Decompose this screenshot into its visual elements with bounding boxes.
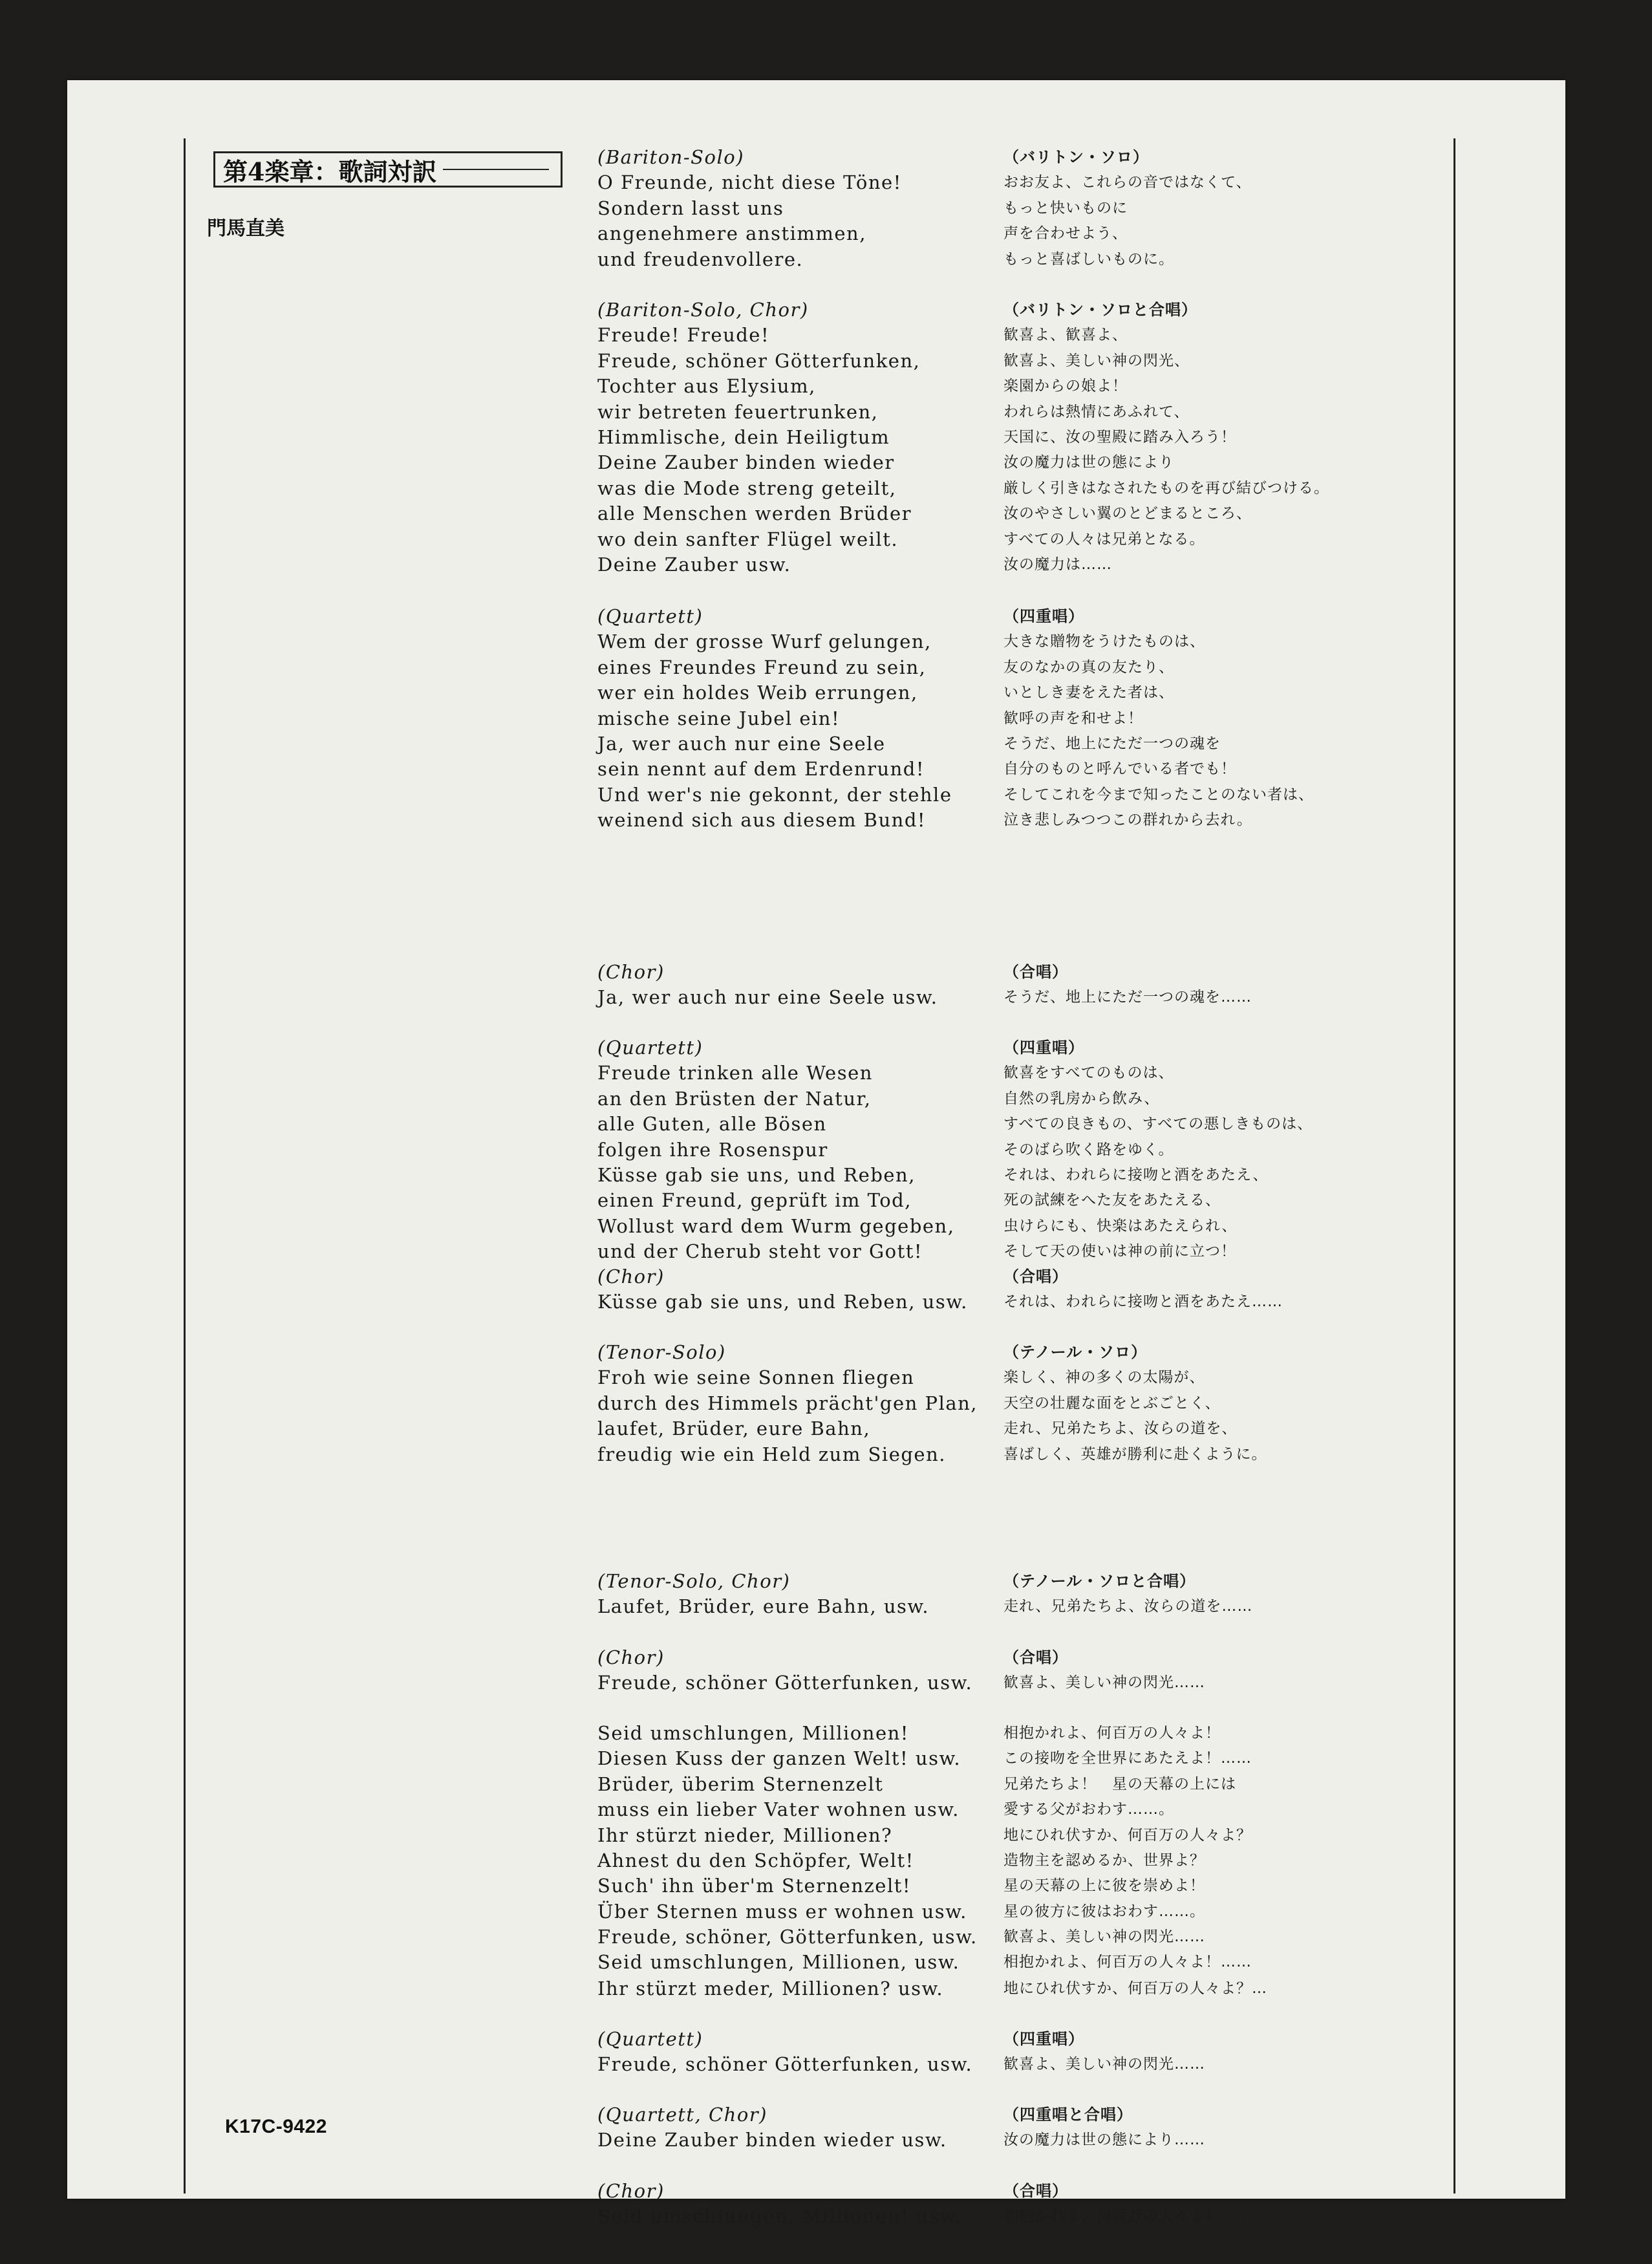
japanese-lyric-line: 歓喜をすべてのものは、 <box>1003 1064 1174 1082</box>
japanese-stanza-heading: （合唱） <box>1003 963 1068 981</box>
german-lyric-line: Freude, schöner, Götterfunken, usw. <box>597 1926 978 1948</box>
german-lyric-line: Und wer's nie gekonnt, der stehle <box>597 783 952 806</box>
japanese-lyric-line: それは、われらに接吻と酒をあたえ、 <box>1003 1167 1269 1184</box>
german-lyric-line: Küsse gab sie uns, und Reben, usw. <box>597 1291 968 1313</box>
german-lyric-line: Wem der grosse Wurf gelungen, <box>597 631 932 653</box>
german-lyric-line: wer ein holdes Weib errungen, <box>597 682 918 704</box>
german-lyric-line: Ihr stürzt nieder, Millionen? <box>597 1824 893 1846</box>
japanese-stanza-heading: （合唱） <box>1003 2182 1068 2200</box>
german-lyric-line: eines Freundes Freund zu sein, <box>597 656 927 678</box>
japanese-stanza-heading: （四重唱） <box>1003 607 1084 625</box>
lyrics-sheet <box>67 80 1565 2228</box>
german-stanza <box>597 145 1063 272</box>
japanese-stanza-heading: （バリトン・ソロ） <box>1003 148 1149 166</box>
german-lyric-line: Freude, schöner Götterfunken, usw. <box>597 1672 973 1694</box>
german-lyric-line: Seid umschlungen, Millionen! <box>597 1722 909 1744</box>
german-lyric-line: alle Menschen werden Brüder <box>597 502 912 525</box>
japanese-lyric-line: 星の彼方に彼はおわす……。 <box>1003 1903 1205 1920</box>
japanese-lyric-line: もっと快いものに <box>1003 199 1128 217</box>
german-lyric-line: muss ein lieber Vater wohnen usw. <box>597 1798 960 1821</box>
japanese-lyric-line: 声を合わせよう、 <box>1003 225 1128 243</box>
japanese-lyric-line: 自分のものと呼んでいる者でも！ <box>1003 760 1236 778</box>
german-stanza-heading: (Chor) <box>597 2180 665 2202</box>
german-lyric-line: angenehmere anstimmen, <box>597 222 866 245</box>
german-stanza <box>597 1569 1063 1620</box>
japanese-lyric-line: この接吻を全世界にあたえよ！…… <box>1003 1750 1252 1767</box>
japanese-stanza-heading: （四重唱と合唱） <box>1003 2106 1133 2124</box>
german-stanza-heading: (Bariton-Solo) <box>597 146 745 168</box>
japanese-lyric-line: 歓喜よ、美しい神の閃光、 <box>1003 352 1190 369</box>
german-lyric-line: Deine Zauber usw. <box>597 554 791 576</box>
japanese-lyric-line: 大きな贈物をうけたものは、 <box>1003 633 1205 651</box>
german-stanza-heading: (Chor) <box>597 1646 665 1668</box>
japanese-lyric-line: そしてこれを今まで知ったことのない者は、 <box>1003 786 1314 803</box>
japanese-stanza <box>1003 604 1430 834</box>
japanese-stanza-heading: （四重唱） <box>1003 1039 1084 1057</box>
japanese-lyric-line: 地にひれ伏すか、何百万の人々よ？ <box>1003 1826 1252 1844</box>
japanese-stanza <box>1003 960 1430 1011</box>
german-stanza <box>597 1035 1063 1265</box>
german-stanza <box>597 1340 1063 1467</box>
japanese-stanza <box>1003 1645 1430 1696</box>
german-lyric-line: Wollust ward dem Wurm gegeben, <box>597 1214 955 1237</box>
japanese-lyric-line: 歓呼の声を和せよ！ <box>1003 709 1143 727</box>
japanese-lyric-line: 星の天幕の上に彼を崇めよ！ <box>1003 1877 1205 1895</box>
german-stanza <box>597 2027 1063 2078</box>
japanese-lyric-line: 歓喜よ、美しい神の閃光…… <box>1003 2056 1205 2073</box>
right-divider <box>1454 138 1455 2194</box>
japanese-lyric-line: すべての良きもの、すべての悪しきものは、 <box>1003 1116 1313 1133</box>
japanese-lyric-line: 天空の壮麗な面をとぶごとく、 <box>1003 1394 1221 1412</box>
japanese-lyric-line: 相抱かれよ、何百万の人々よ！ <box>1003 1725 1221 1741</box>
german-stanza <box>597 1645 1063 1696</box>
author-name: 門馬直美 <box>207 217 284 240</box>
german-lyric-line: Freude! Freude! <box>597 324 770 347</box>
german-stanza-heading: (Tenor-Solo, Chor) <box>597 1570 791 1592</box>
german-lyric-line: Küsse gab sie uns, und Reben, <box>597 1164 916 1187</box>
japanese-lyric-line: 走れ、兄弟たちよ、汝らの道を、 <box>1003 1420 1238 1438</box>
japanese-stanza <box>1003 297 1430 577</box>
german-lyric-line: Diesen Kuss der ganzen Welt! usw. <box>597 1747 961 1770</box>
japanese-lyric-line: 楽しく、神の多くの太陽が、 <box>1003 1369 1205 1386</box>
japanese-lyric-line: 天国に、汝の聖殿に踏み入ろう！ <box>1003 429 1236 446</box>
german-lyric-line: Brüder, überim Sternenzelt <box>597 1773 884 1795</box>
japanese-lyric-line: 走れ、兄弟たちよ、汝らの道を…… <box>1003 1598 1253 1615</box>
title-box <box>213 151 563 188</box>
german-stanza-heading: (Chor) <box>597 961 665 983</box>
japanese-stanza <box>1003 1721 1430 1924</box>
german-lyric-line: Himmlische, dein Heiligtum <box>597 426 890 449</box>
german-lyric-line: was die Mode streng geteilt, <box>597 477 897 499</box>
japanese-lyric-line: 楽園からの娘よ！ <box>1003 378 1128 395</box>
german-lyric-line: mische seine Jubel ein! <box>597 707 841 729</box>
page-title: 第4楽章：歌詞対訳 <box>223 156 437 186</box>
german-lyric-line: folgen ihre Rosenspur <box>597 1138 828 1161</box>
german-stanza <box>597 2102 1063 2153</box>
japanese-lyric-line: 造物主を認めるか、世界よ？ <box>1003 1852 1205 1870</box>
german-stanza-heading: (Quartett) <box>597 1037 703 1059</box>
german-lyric-line: Seid umschlungen, Millionen! usw. <box>597 2205 961 2228</box>
japanese-stanza-heading: （バリトン・ソロと合唱） <box>1003 301 1197 319</box>
japanese-lyric-line: 虫けらにも、快楽はあたえられ、 <box>1003 1217 1238 1234</box>
german-stanza-heading: (Quartett) <box>597 2028 703 2050</box>
german-stanza-heading: (Bariton-Solo, Chor) <box>597 299 809 321</box>
japanese-lyric-line: 汝の魔力は世の態により…… <box>1003 2131 1205 2149</box>
catalog-number: K17C-9422 <box>225 2116 327 2137</box>
japanese-stanza-heading: （テノール・ソロ） <box>1003 1343 1148 1361</box>
japanese-lyric-line: すべての人々は兄弟となる。 <box>1003 530 1205 548</box>
japanese-lyric-line: いとしき妻をえた者は、 <box>1003 684 1174 702</box>
german-lyric-line: Laufet, Brüder, eure Bahn, usw. <box>597 1595 930 1618</box>
german-lyric-line: einen Freund, geprüft im Tod, <box>597 1189 912 1212</box>
german-lyric-line: Ja, wer auch nur eine Seele <box>597 733 886 755</box>
japanese-lyric-line: 泣き悲しみつつこの群れから去れ。 <box>1003 812 1252 829</box>
german-stanza <box>597 297 1063 577</box>
japanese-stanza-heading: （合唱） <box>1003 1648 1068 1666</box>
japanese-stanza-heading: （テノール・ソロと合唱） <box>1003 1572 1196 1590</box>
german-lyric-line: wir betreten feuertrunken, <box>597 400 879 423</box>
japanese-stanza <box>1003 1976 1430 2001</box>
japanese-lyric-line: もっと喜ばしいものに。 <box>1003 250 1174 268</box>
german-lyric-line: Freude trinken alle Wesen <box>597 1062 873 1084</box>
german-lyric-line: Freude, schöner Götterfunken, <box>597 349 921 372</box>
japanese-lyric-line: 友のなかの真の友たり、 <box>1003 658 1174 676</box>
german-lyric-line: laufet, Brüder, eure Bahn, <box>597 1418 871 1440</box>
german-lyric-line: O Freunde, nicht diese Töne! <box>597 171 902 194</box>
german-lyric-line: Sondern lasst uns <box>597 197 784 219</box>
title-rule <box>443 169 549 170</box>
japanese-stanza-heading: （四重唱） <box>1003 2030 1084 2048</box>
german-lyric-line: Ja, wer auch nur eine Seele usw. <box>597 986 938 1009</box>
japanese-stanza <box>1003 2102 1430 2153</box>
german-lyric-line: Tochter aus Elysium, <box>597 375 816 398</box>
japanese-lyric-line: 愛する父がおわす……。 <box>1003 1801 1174 1818</box>
japanese-lyric-line: それは、われらに接吻と酒をあたえ…… <box>1003 1293 1283 1311</box>
german-lyric-line: Deine Zauber binden wieder usw. <box>597 2129 947 2151</box>
left-divider <box>184 138 186 2194</box>
german-stanza <box>597 2179 1063 2230</box>
german-lyric-line: Über Sternen muss er wohnen usw. <box>597 1900 967 1923</box>
japanese-stanza <box>1003 1035 1430 1265</box>
german-lyric-line: Seid umschlungen, Millionen, usw. <box>597 1951 960 1974</box>
german-lyric-line: und der Cherub steht vor Gott! <box>597 1240 923 1263</box>
japanese-lyric-line: 厳しく引きはなされたものを再び結びつける。 <box>1003 479 1329 497</box>
japanese-lyric-line: 相抱かれよ、何百万の人々よ！…… <box>1003 2208 1252 2225</box>
german-lyric-line: freudig wie ein Held zum Siegen. <box>597 1443 946 1465</box>
german-lyric-line: Ahnest du den Schöpfer, Welt! <box>597 1849 914 1872</box>
german-lyric-line: an den Brüsten der Natur, <box>597 1087 872 1110</box>
german-lyric-line: sein nennt auf dem Erdenrund! <box>597 758 925 781</box>
japanese-lyric-line: われらは熱情にあふれて、 <box>1003 403 1190 420</box>
japanese-stanza-heading: （合唱） <box>1003 1267 1068 1286</box>
german-stanza-heading: (Quartett, Chor) <box>597 2104 767 2126</box>
japanese-lyric-line: 汝の魔力は世の態により <box>1003 454 1174 471</box>
japanese-stanza <box>1003 1340 1430 1467</box>
german-lyric-line: Deine Zauber binden wieder <box>597 451 895 474</box>
japanese-lyric-line: 汝のやさしい翼のとどまるところ、 <box>1003 505 1252 523</box>
japanese-lyric-line: 自然の乳房から飲み、 <box>1003 1090 1160 1107</box>
german-stanza <box>597 1976 1063 2001</box>
german-stanza <box>597 604 1063 834</box>
japanese-stanza <box>1003 2027 1430 2078</box>
german-lyric-line: alle Guten, alle Bösen <box>597 1113 827 1136</box>
german-stanza <box>597 1264 1063 1315</box>
japanese-lyric-line: そうだ、地上にただ一つの魂を…… <box>1003 989 1252 1006</box>
german-lyric-line: Freude, schöner Götterfunken, usw. <box>597 2053 973 2076</box>
japanese-lyric-line: おお友よ、これらの音ではなくて、 <box>1003 174 1252 191</box>
japanese-stanza <box>1003 1569 1430 1620</box>
japanese-stanza <box>1003 1264 1430 1315</box>
german-stanza-heading: (Quartett) <box>597 605 703 627</box>
japanese-lyric-line: 兄弟たちよ！ 星の天幕の上には <box>1003 1775 1236 1793</box>
japanese-lyric-line: 歓喜よ、歓喜よ、 <box>1003 327 1128 344</box>
japanese-stanza <box>1003 145 1430 272</box>
japanese-stanza <box>1003 1924 1430 1976</box>
japanese-lyric-line: そのばら吹く路をゆく。 <box>1003 1141 1174 1158</box>
japanese-lyric-line: 喜ばしく、英雄が勝利に赴くように。 <box>1003 1445 1267 1463</box>
german-stanza <box>597 960 1063 1011</box>
japanese-lyric-line: そして天の使いは神の前に立つ！ <box>1003 1243 1236 1260</box>
japanese-lyric-line: 汝の魔力は…… <box>1003 556 1112 574</box>
japanese-lyric-line: 歓喜よ、美しい神の閃光…… <box>1003 1928 1205 1945</box>
german-lyric-line: Froh wie seine Sonnen fliegen <box>597 1366 915 1389</box>
german-lyric-line: weinend sich aus diesem Bund! <box>597 809 927 832</box>
german-stanza-heading: (Tenor-Solo) <box>597 1341 726 1363</box>
german-lyric-line: Ihr stürzt meder, Millionen? usw. <box>597 1978 944 2000</box>
japanese-lyric-line: 相抱かれよ、何百万の人々よ！…… <box>1003 1954 1252 1971</box>
japanese-lyric-line: 死の試練をへた友をあたえる、 <box>1003 1192 1221 1209</box>
german-lyric-line: Such' ihn über'm Sternenzelt! <box>597 1875 912 1897</box>
german-lyric-line: durch des Himmels prächt'gen Plan, <box>597 1392 978 1414</box>
japanese-lyric-line: そうだ、地上にただ一つの魂を <box>1003 735 1221 753</box>
german-lyric-line: und freudenvollere. <box>597 248 804 270</box>
german-stanza <box>597 1721 1063 1924</box>
japanese-lyric-line: 地にひれ伏すか、何百万の人々よ？… <box>1003 1980 1267 1997</box>
japanese-lyric-line: 歓喜よ、美しい神の閃光…… <box>1003 1674 1205 1692</box>
german-stanza <box>597 1924 1063 1976</box>
german-stanza-heading: (Chor) <box>597 1266 665 1288</box>
japanese-stanza <box>1003 2179 1430 2230</box>
german-lyric-line: wo dein sanfter Flügel weilt. <box>597 528 899 550</box>
